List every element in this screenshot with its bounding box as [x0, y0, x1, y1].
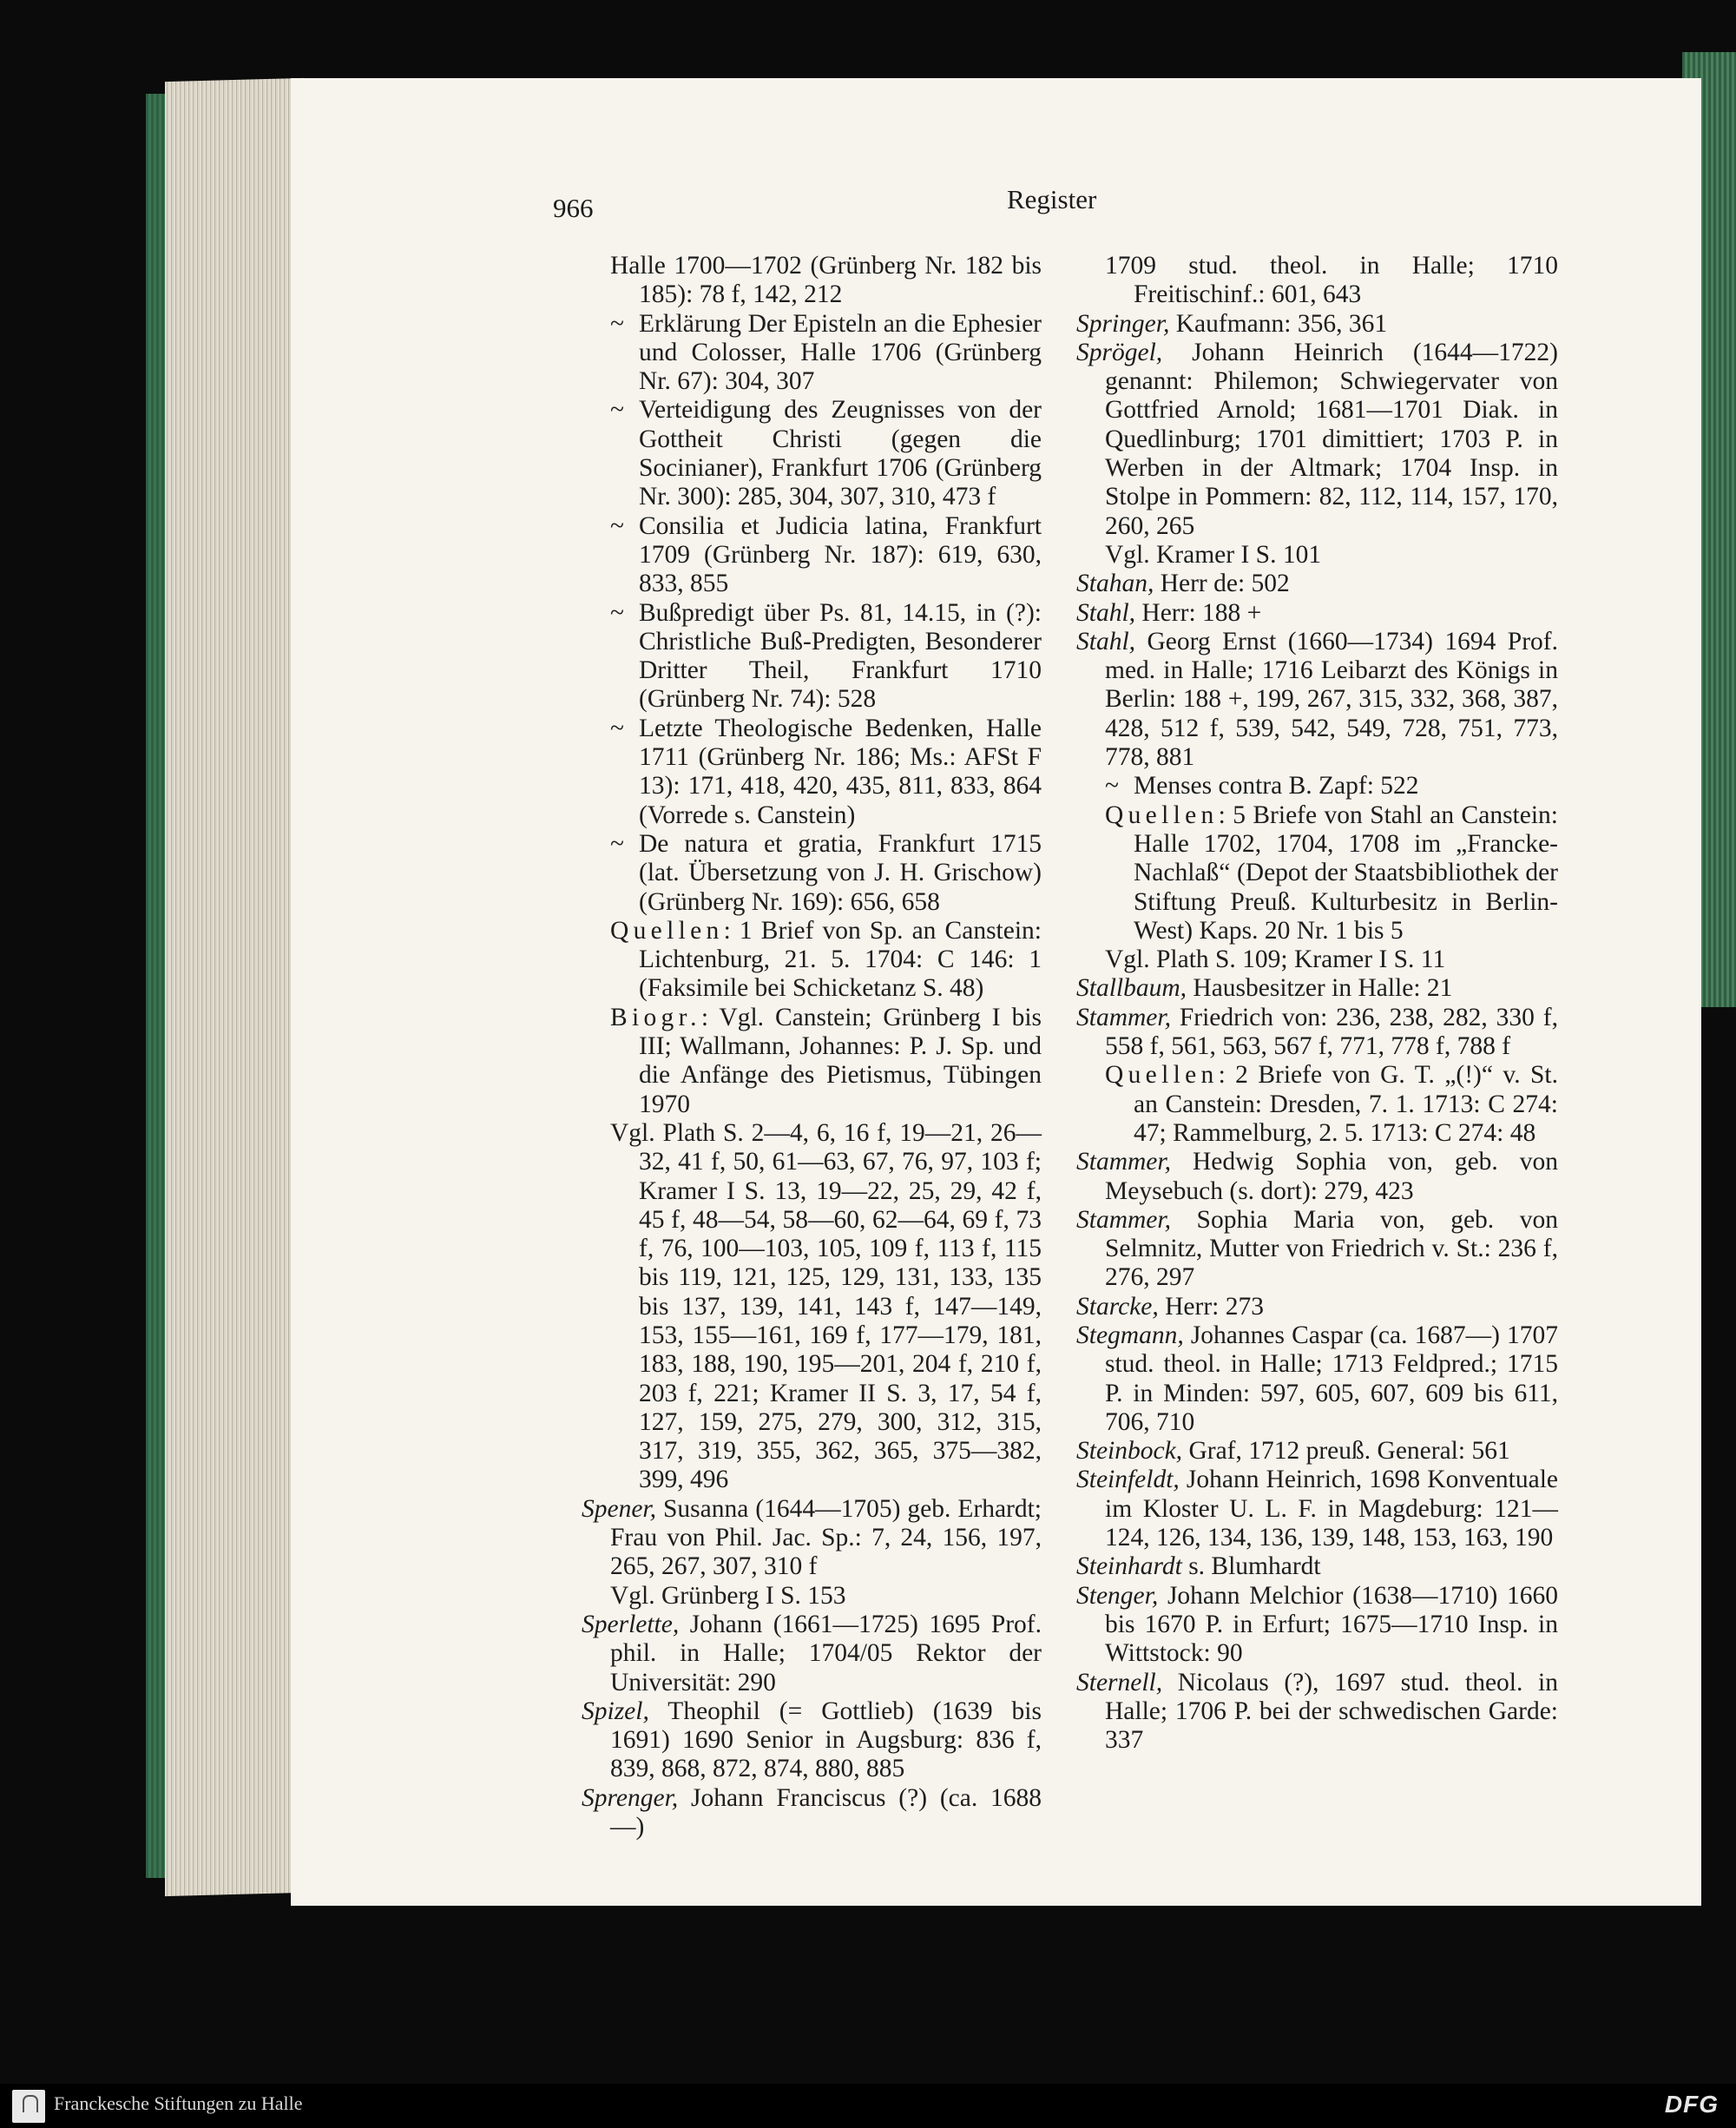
- repetition-tilde: ~: [610, 714, 624, 742]
- spaced-label: Quellen: [1105, 1061, 1219, 1090]
- entry-text: Johann (1661—1725) 1695 Prof. phil. in Halle; 1704/05 Rektor der Universität: 290: [610, 1610, 1042, 1696]
- index-subentry: [610, 310, 1042, 397]
- entry-name: Starcke,: [1076, 1292, 1159, 1321]
- index-subentry: [1105, 772, 1558, 800]
- entry-text: Vgl. Grünberg I S. 153: [610, 1581, 846, 1610]
- spaced-label: Biogr.: [610, 1003, 701, 1031]
- entry-name: Sprenger,: [582, 1783, 679, 1812]
- index-entry: [1076, 1582, 1558, 1669]
- page-edges: [165, 78, 304, 1896]
- entry-text: Nicolaus (?), 1697 stud. theol. in Halle; 1706 P. bei der schwedischen Garde: 337: [1105, 1668, 1558, 1755]
- entry-name: Stahan,: [1076, 570, 1154, 598]
- index-entry: [1076, 339, 1558, 541]
- entry-text: Halle 1700—1702 (Grünberg Nr. 182 bis 185): 78 f, 142, 212: [610, 252, 1042, 309]
- index-entry: [1076, 1004, 1558, 1062]
- repetition-tilde: ~: [610, 511, 624, 540]
- entry-text: Johann Franciscus (?) (ca. 1688—): [610, 1783, 1042, 1841]
- index-entry: [1076, 310, 1558, 339]
- index-subentry: [610, 715, 1042, 830]
- entry-text: s. Blumhardt: [1181, 1552, 1321, 1581]
- repetition-tilde: ~: [610, 829, 624, 858]
- institution-name: Franckesche Stiftungen zu Halle: [54, 2092, 303, 2114]
- entry-name: Steinbock,: [1076, 1437, 1183, 1466]
- entry-name: Stammer,: [1076, 1205, 1171, 1234]
- entry-text: Johann Heinrich (1644—1722) genannt: Philemon; Schwiegervater von Gottfried Arnold; 1681—1701 Diak. in Quedlinburg; 1701 dimittiert; 1703 P. in Werben in der Altmark; 1704 Insp. in Stolpe in Pommern: 82, 112, 114, 157, 170, 260, 265: [1105, 338, 1558, 540]
- footer-bar: [0, 2084, 1736, 2128]
- entry-text: Hausbesitzer in Halle: 21: [1187, 974, 1453, 1003]
- entry-name: Sperlette,: [582, 1610, 680, 1638]
- institution-logo-icon: [12, 2090, 45, 2123]
- repetition-tilde: ~: [1105, 772, 1119, 800]
- entry-text: Menses contra B. Zapf: 522: [1134, 772, 1419, 800]
- repetition-tilde: ~: [610, 309, 624, 338]
- index-subentry: [610, 1582, 1042, 1611]
- entry-text: Theophil (= Gottlieb) (1639 bis 1691) 1690 Senior in Augsburg: 836 f, 839, 868, 872, 874, 880, 885: [610, 1696, 1042, 1783]
- entry-name: Stammer,: [1076, 1148, 1171, 1176]
- index-entry: [582, 1784, 1042, 1842]
- index-entry: [1076, 628, 1558, 772]
- index-entry: [1076, 1669, 1558, 1756]
- entry-text: Johannes Caspar (ca. 1687—) 1707 stud. theol. in Halle; 1713 Feldpred.; 1715 P. in Minden: 597, 605, 607, 609 bis 611, 706, 710: [1105, 1321, 1558, 1436]
- running-head: Register: [1007, 184, 1097, 214]
- entry-name: Stegmann,: [1076, 1321, 1184, 1349]
- entry-text: Sophia Maria von, geb. von Selmnitz, Mutter von Friedrich v. St.: 236 f, 276, 297: [1105, 1205, 1558, 1292]
- repetition-tilde: ~: [610, 396, 624, 425]
- left-column: [582, 252, 1042, 1841]
- entry-text: : Vgl. Canstein; Grünberg I bis III; Wallmann, Johannes: P. J. Sp. und die Anfänge des Pietismus, Tübingen 1970: [639, 1003, 1042, 1118]
- entry-text: Herr: 188 +: [1135, 598, 1262, 627]
- entry-name: Springer,: [1076, 309, 1170, 338]
- right-column: [1076, 252, 1558, 1755]
- entry-text: Letzte Theologische Bedenken, Halle 1711 (Grünberg Nr. 186; Ms.: AFSt F 13): 171, 418, 420, 435, 811, 833, 864 (Vorrede s. Canstein): [639, 714, 1042, 829]
- entry-text: Georg Ernst (1660—1734) 1694 Prof. med. in Halle; 1716 Leibarzt des Königs in Berlin: 188 +, 199, 267, 315, 332, 368, 387, 428, 512 f, 539, 542, 549, 728, 751, 773, 778, 881: [1105, 627, 1558, 772]
- entry-text: De natura et gratia, Frankfurt 1715 (lat. Übersetzung von J. H. Grischow) (Grünberg Nr. 169): 656, 658: [639, 829, 1042, 916]
- entry-text: 1709 stud. theol. in Halle; 1710 Freitischinf.: 601, 643: [1105, 252, 1558, 309]
- entry-text: Hedwig Sophia von, geb. von Meysebuch (s. dort): 279, 423: [1105, 1148, 1558, 1205]
- entry-text: Graf, 1712 preuß. General: 561: [1182, 1437, 1510, 1466]
- index-subentry: [1105, 801, 1558, 945]
- entry-text: Johann Melchior (1638—1710) 1660 bis 1670 P. in Erfurt; 1675—1710 Insp. in Wittstock: 90: [1105, 1581, 1558, 1668]
- entry-text: : 2 Briefe von G. T. „(!)“ v. St. an Canstein: Dresden, 7. 1. 1713: C 274: 47; Rammelburg, 2. 5. 1713: C 274: 48: [1134, 1061, 1558, 1147]
- index-subentry: [610, 830, 1042, 917]
- entry-text: Vgl. Kramer I S. 101: [1105, 540, 1322, 569]
- entry-text: Johann Heinrich, 1698 Konventuale im Kloster U. L. F. in Magdeburg: 121—124, 126, 134, 136, 139, 148, 153, 163, 190: [1105, 1466, 1558, 1552]
- index-entry: [1076, 1206, 1558, 1293]
- repetition-tilde: ~: [610, 598, 624, 627]
- entry-name: Spener,: [582, 1494, 657, 1523]
- entry-name: Stahl,: [1076, 598, 1136, 627]
- index-subentry: [610, 512, 1042, 599]
- index-subentry: [1105, 1061, 1558, 1148]
- entry-name: Stenger,: [1076, 1581, 1159, 1610]
- index-entry: [1076, 1552, 1558, 1581]
- index-subentry: [1105, 945, 1558, 974]
- index-subentry: [1105, 541, 1558, 570]
- spaced-label: Quellen: [610, 916, 724, 945]
- spaced-label: Quellen: [1105, 800, 1219, 829]
- index-entry: [1076, 974, 1558, 1003]
- index-subentry: [610, 1004, 1042, 1119]
- entry-text: Vgl. Plath S. 109; Kramer I S. 11: [1105, 945, 1446, 974]
- index-subentry: [610, 599, 1042, 715]
- index-subentry: [610, 917, 1042, 1004]
- entry-text: Vgl. Plath S. 2—4, 6, 16 f, 19—21, 26—32, 41 f, 50, 61—63, 67, 76, 97, 103 f; Kramer I S. 13, 19—22, 25, 29, 42 f, 45 f, 48—54, 58—60, 62—64, 69 f, 73 f, 76, 100—103, 105, 109 f, 113 f, 115 bis 119, 121, 125, 129, 131, 133, 135 bis 137, 139, 141, 143 f, 147—149, 153, 155—161, 169 f, 177—179, 181, 183, 188, 190, 195—201, 204 f, 210 f, 203 f, 221; Kramer II S. 3, 17, 54 f, 127, 159, 275, 279, 300, 312, 315, 317, 319, 355, 362, 365, 375—382, 399, 496: [610, 1118, 1042, 1494]
- entry-text: Herr: 273: [1158, 1292, 1264, 1321]
- entry-name: Steinfeldt,: [1076, 1466, 1180, 1494]
- index-entry: [1076, 1293, 1558, 1321]
- index-entry: [1076, 1148, 1558, 1206]
- entry-text: Herr de: 502: [1154, 570, 1290, 598]
- index-subentry: [1105, 252, 1558, 310]
- dfg-logo: DFG: [1664, 2091, 1719, 2118]
- index-subentry: [610, 1119, 1042, 1495]
- entry-text: Susanna (1644—1705) geb. Erhardt; Frau von Phil. Jac. Sp.: 7, 24, 156, 197, 265, 267, 307, 310 f: [610, 1494, 1042, 1581]
- index-entry: [1076, 1321, 1558, 1437]
- entry-name: Stallbaum,: [1076, 974, 1187, 1003]
- index-entry: [582, 1611, 1042, 1697]
- page-number: 966: [553, 193, 594, 223]
- entry-name: Stammer,: [1076, 1003, 1171, 1031]
- index-subentry: [610, 252, 1042, 310]
- entry-name: Spizel,: [582, 1696, 649, 1725]
- entry-name: Sprögel,: [1076, 338, 1163, 366]
- index-entry: [582, 1697, 1042, 1784]
- index-subentry: [610, 396, 1042, 511]
- index-entry: [1076, 1437, 1558, 1466]
- entry-text: Verteidigung des Zeugnisses von der Gottheit Christi (gegen die Socinianer), Frankfurt 1706 (Grünberg Nr. 300): 285, 304, 307, 310, 473 f: [639, 396, 1042, 511]
- entry-name: Steinhardt: [1076, 1552, 1182, 1581]
- entry-text: Erklärung Der Episteln an die Ephesier und Colosser, Halle 1706 (Grünberg Nr. 67): 304, 307: [639, 309, 1042, 396]
- entry-text: Bußpredigt über Ps. 81, 14.15, in (?): Christliche Buß-Predigten, Besonderer Dritter Theil, Frankfurt 1710 (Grünberg Nr. 74): 528: [639, 598, 1042, 714]
- entry-text: : 1 Brief von Sp. an Canstein: Lichtenburg, 21. 5. 1704: C 146: 1 (Faksimile bei Schicketanz S. 48): [639, 916, 1042, 1003]
- index-entry: [1076, 570, 1558, 598]
- index-entry: [1076, 599, 1558, 628]
- index-entry: [582, 1495, 1042, 1582]
- entry-name: Sternell,: [1076, 1668, 1163, 1696]
- entry-text: : 5 Briefe von Stahl an Canstein: Halle 1702, 1704, 1708 im „Francke-Nachlaß“ (Depot der Staatsbibliothek der Stiftung Preuß. Kulturbesitz in Berlin-West) Kaps. 20 Nr. 1 bis 5: [1134, 800, 1558, 945]
- entry-text: Consilia et Judicia latina, Frankfurt 1709 (Grünberg Nr. 187): 619, 630, 833, 855: [639, 511, 1042, 598]
- entry-text: Friedrich von: 236, 238, 282, 330 f, 558 f, 561, 563, 567 f, 771, 778 f, 788 f: [1105, 1003, 1558, 1061]
- entry-text: Kaufmann: 356, 361: [1169, 309, 1388, 338]
- index-entry: [1076, 1466, 1558, 1552]
- entry-name: Stahl,: [1076, 627, 1136, 656]
